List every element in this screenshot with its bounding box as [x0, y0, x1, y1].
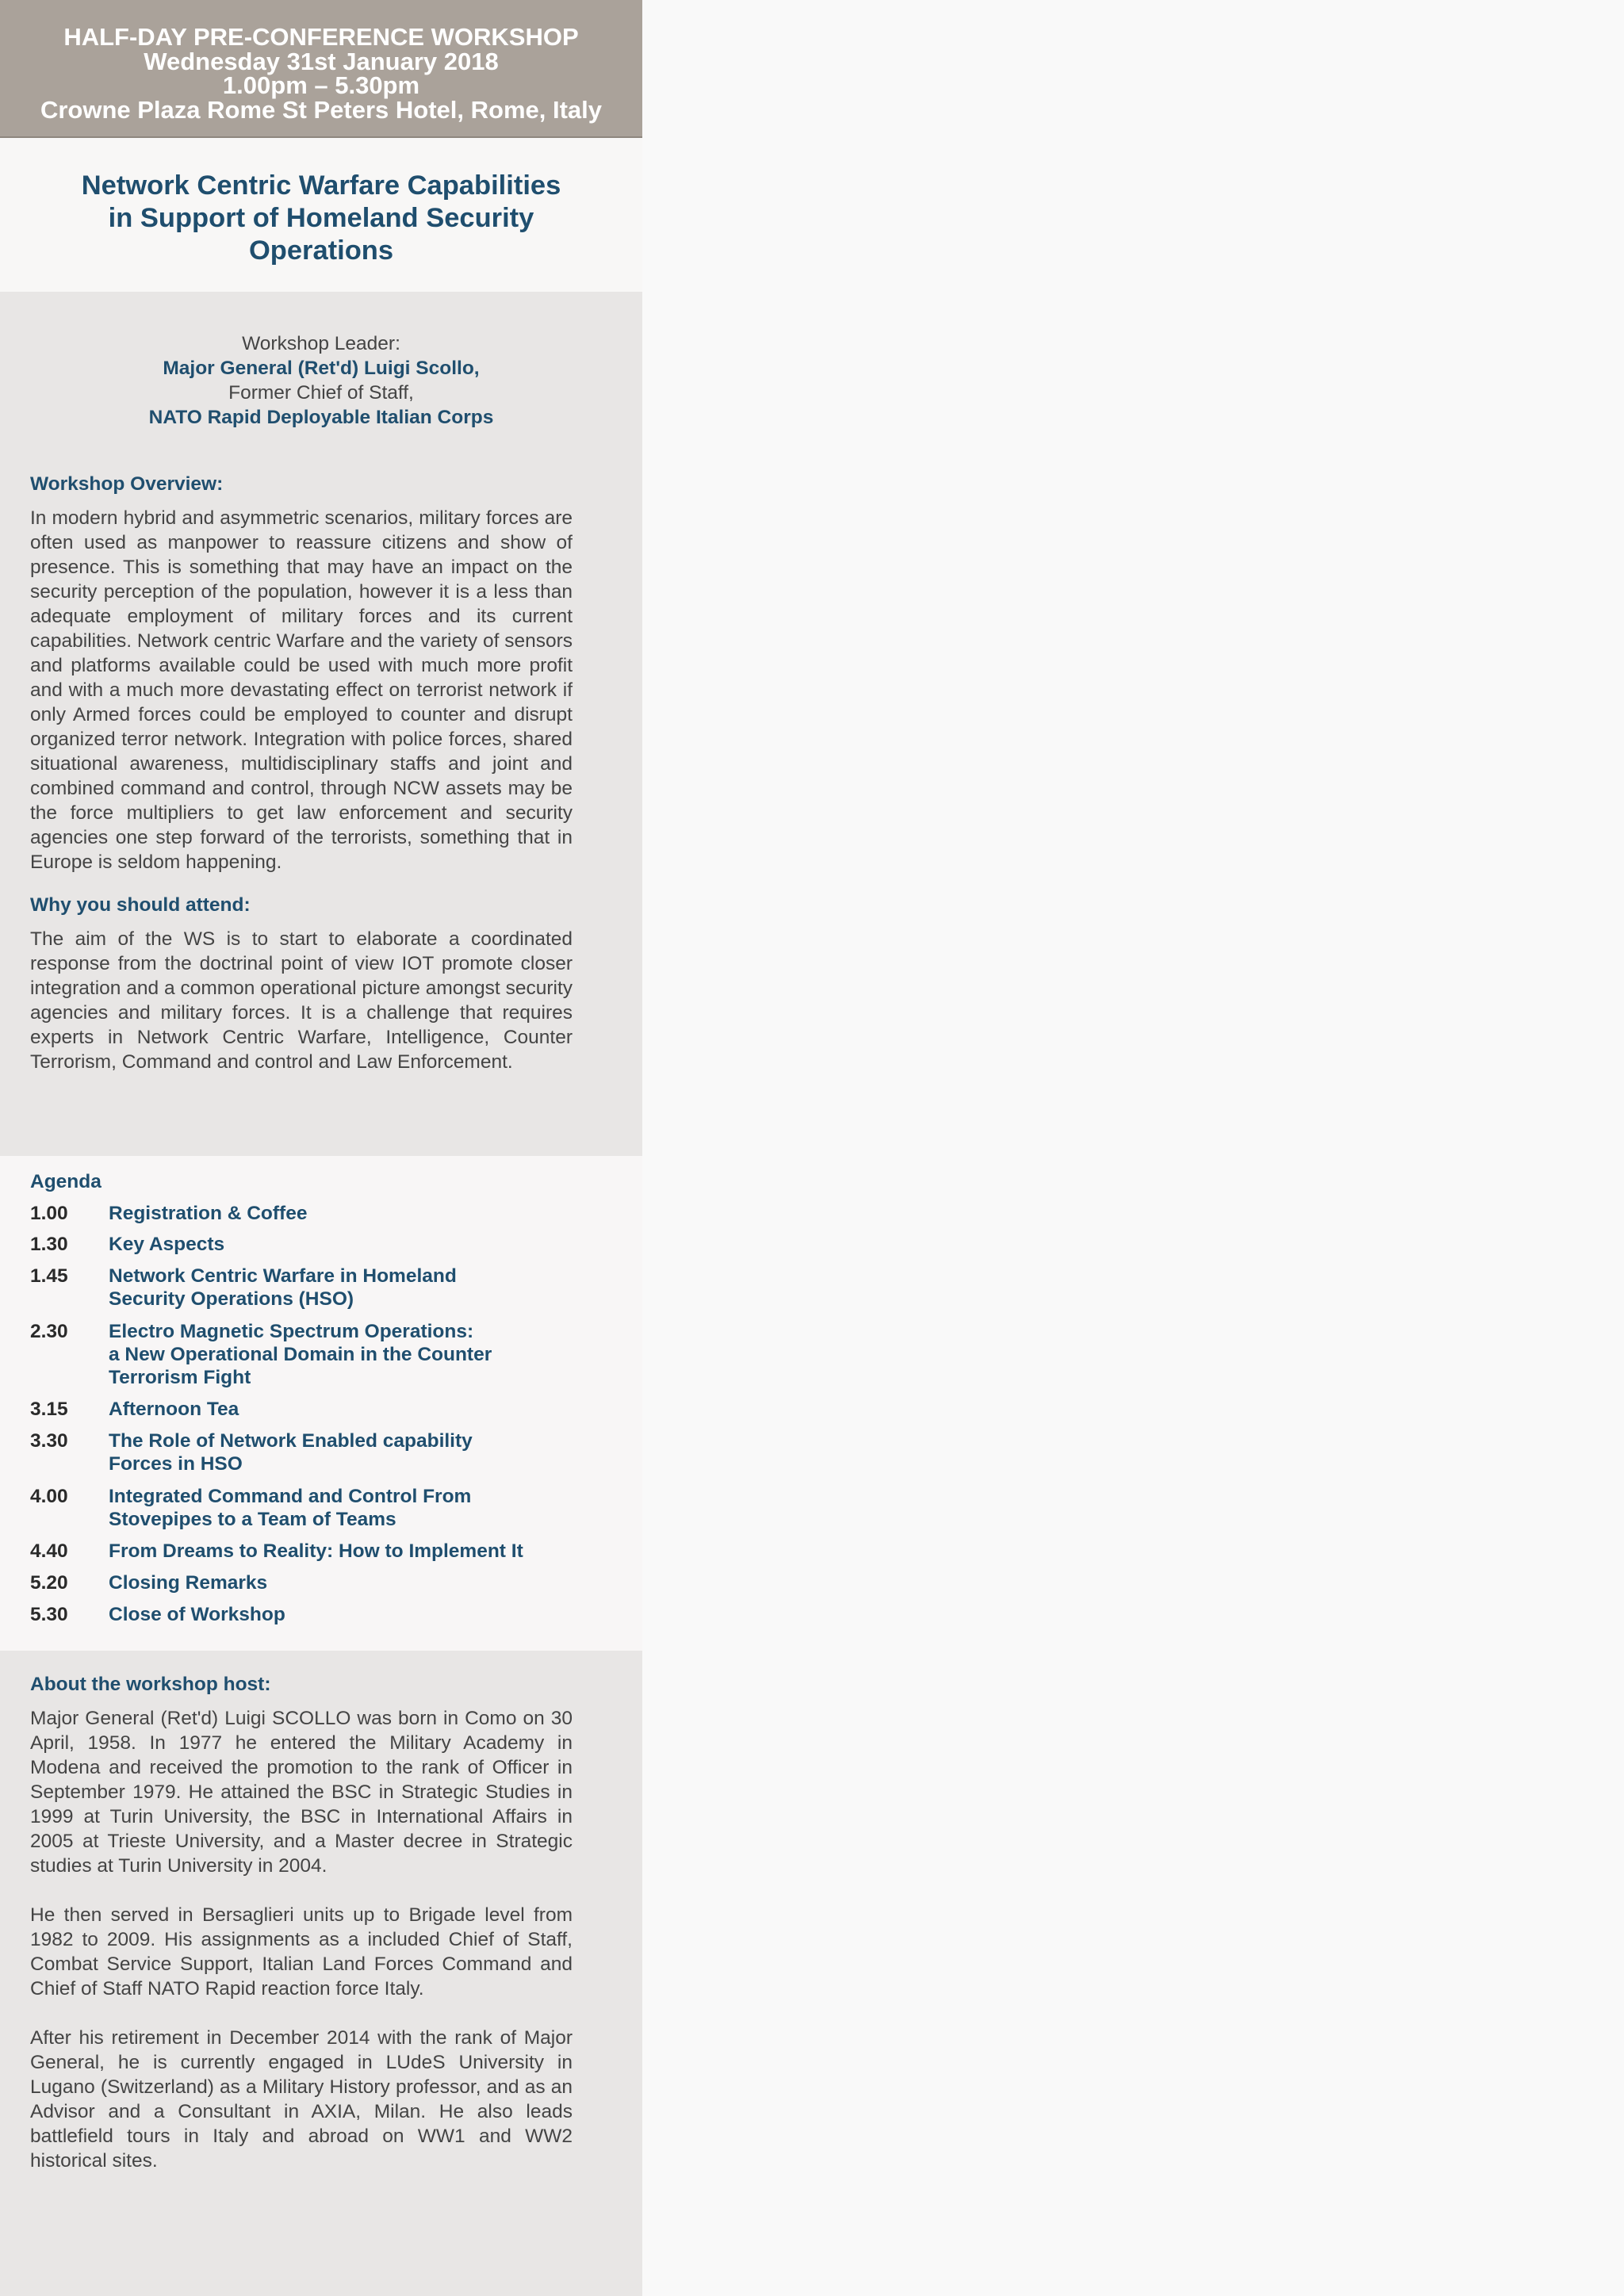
agenda-title-line: Electro Magnetic Spectrum Operations:: [109, 1321, 474, 1342]
agenda-title-line: Terrorism Fight: [109, 1367, 251, 1388]
agenda-title: [109, 1603, 285, 1626]
overview-section: [0, 473, 642, 1074]
host-bio-paragraph: Major General (Ret'd) Luigi SCOLLO was born in Como on 30 April, 1958. In 1977 he entered the Military Academy in Modena and received the promotion to the rank of Officer in September 1979. He attained the BSC in Strategic Studies in 1999 at Turin University, the BSC in International Affairs in 2005 at Trieste University, and a Master decree in Strategic studies at Turin University in 2004.: [30, 1708, 573, 1877]
agenda-time: 5.30: [30, 1604, 68, 1625]
agenda-time: 4.00: [30, 1486, 68, 1507]
agenda-title-line: Forces in HSO: [109, 1453, 243, 1475]
agenda-row: [30, 1233, 595, 1256]
leader-name: Major General (Ret'd) Luigi Scollo,: [163, 358, 480, 379]
why-attend-heading: Why you should attend:: [30, 894, 251, 916]
leader-role: Former Chief of Staff,: [228, 382, 414, 404]
agenda-title-line: Afternoon Tea: [109, 1399, 239, 1420]
agenda-time: 3.15: [30, 1399, 68, 1420]
agenda-title-line: Integrated Command and Control From: [109, 1486, 472, 1507]
agenda-time: 1.00: [30, 1203, 68, 1224]
agenda-time: 5.20: [30, 1572, 68, 1594]
why-attend-text: The aim of the WS is to start to elaborate a coordinated response from the doctrinal point of view IOT promote closer integration and a common operational picture amongst security agencies and military forces. It is a challenge that requires experts in Network Centric Warfare, Intelligence, Counter Terrorism, Command and control and Law Enforcement.: [30, 928, 573, 1073]
agenda-row: [30, 1320, 595, 1389]
agenda-title: [109, 1320, 492, 1389]
host-bio-paragraph: After his retirement in December 2014 with the rank of Major General, he is currently engaged in LUdeS University in Lugano (Switzerland) as a Military History professor, and as an Advisor and a Consultant in AXIA, Milan. He also leads battlefield tours in Italy and abroad on WW1 and WW2 historical sites.: [30, 2027, 573, 2172]
agenda-row: [30, 1398, 595, 1421]
workshop-title: [0, 138, 642, 292]
banner-time: 1.00pm – 5.30pm: [222, 71, 420, 99]
agenda-row: [30, 1485, 595, 1531]
agenda-time: 2.30: [30, 1321, 68, 1342]
agenda-title: [109, 1265, 457, 1311]
agenda-title-line: Network Centric Warfare in Homeland: [109, 1265, 457, 1287]
agenda-title-line: The Role of Network Enabled capability: [109, 1430, 473, 1452]
agenda-title: [109, 1398, 239, 1421]
agenda-title: [109, 1202, 307, 1225]
banner-venue: Crowne Plaza Rome St Peters Hotel, Rome, Italy: [40, 95, 603, 124]
agenda-title: [109, 1571, 267, 1594]
agenda-title: [109, 1233, 224, 1256]
agenda-row: [30, 1265, 595, 1311]
leader-organization: NATO Rapid Deployable Italian Corps: [148, 407, 494, 428]
leader-label: Workshop Leader:: [242, 333, 400, 354]
agenda-time: 4.40: [30, 1540, 68, 1562]
agenda-title: [109, 1540, 523, 1563]
host-heading: About the workshop host:: [30, 1674, 271, 1695]
host-section: [0, 1663, 642, 2173]
agenda-row: [30, 1540, 595, 1563]
banner-date: Wednesday 31st January 2018: [144, 47, 499, 75]
agenda-title: [109, 1429, 473, 1475]
agenda-title-line: Closing Remarks: [109, 1572, 268, 1594]
workshop-leader: [0, 292, 642, 430]
title-line-1: Network Centric Warfare Capabilities: [81, 170, 561, 201]
agenda-heading: Agenda: [30, 1171, 102, 1192]
agenda-title-line: Stovepipes to a Team of Teams: [109, 1509, 396, 1530]
agenda-title-line: Registration & Coffee: [109, 1203, 308, 1224]
banner-event-type: HALF-DAY PRE-CONFERENCE WORKSHOP: [63, 23, 579, 51]
agenda-title-line: Security Operations (HSO): [109, 1288, 354, 1310]
title-line-3: Operations: [248, 235, 394, 266]
agenda-row: [30, 1429, 595, 1475]
agenda-row: [30, 1603, 595, 1626]
agenda-title-line: a New Operational Domain in the Counter: [109, 1344, 492, 1365]
agenda-title: [109, 1485, 471, 1531]
host-bio-paragraph: He then served in Bersaglieri units up to Brigade level from 1982 to 2009. His assignments as a included Chief of Staff, Combat Service Support, Italian Land Forces Command and Chief of Staff NATO Rapid reaction force Italy.: [30, 1904, 573, 1999]
agenda-time: 3.30: [30, 1430, 68, 1452]
agenda-time: 1.30: [30, 1234, 68, 1255]
agenda-row: [30, 1571, 595, 1594]
agenda-section: [0, 1156, 642, 1651]
agenda-title-line: Key Aspects: [109, 1234, 225, 1255]
event-banner: [0, 0, 642, 138]
agenda-title-line: Close of Workshop: [109, 1604, 285, 1625]
overview-heading: Workshop Overview:: [30, 473, 224, 495]
overview-text: In modern hybrid and asymmetric scenarios, military forces are often used as manpower to reassure citizens and show of presence. This is something that may have an impact on the security perception of the population, however it is a less than adequate employment of military forces and its current capabilities. Network centric Warfare and the variety of sensors and platforms available could be used with much more profit and with a much more devastating effect on terrorist network if only Armed forces could be employed to counter and disrupt organized terror network. Integration with police forces, shared situational awareness, multidisciplinary staffs and joint and combined command and control, through NCW assets may be the force multipliers to get law enforcement and security agencies one step forward of the terrorists, something that in Europe is seldom happening.: [30, 507, 573, 873]
agenda-title-line: From Dreams to Reality: How to Implement It: [109, 1540, 523, 1562]
title-line-2: in Support of Homeland Security: [108, 203, 534, 233]
agenda-row: [30, 1202, 595, 1225]
agenda-time: 1.45: [30, 1265, 68, 1287]
